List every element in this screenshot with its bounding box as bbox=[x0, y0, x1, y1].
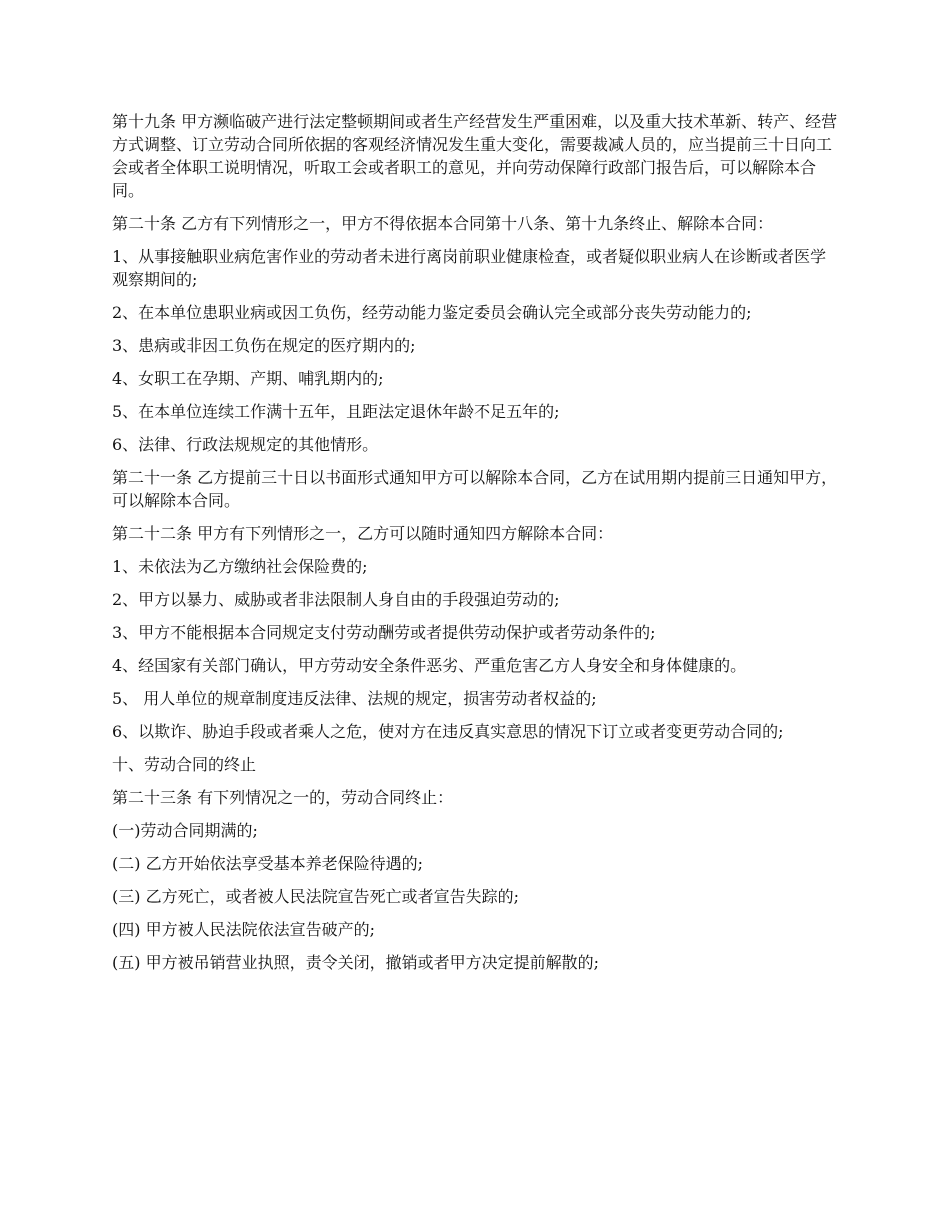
list-item-article-22-4: 4、经国家有关部门确认，甲方劳动安全条件恶劣、严重危害乙方人身安全和身体健康的。 bbox=[112, 656, 747, 675]
list-item-article-20-4: 4、女职工在孕期、产期、哺乳期内的; bbox=[112, 369, 384, 388]
list-item-article-23-1: (一)劳动合同期满的; bbox=[112, 821, 258, 840]
paragraph-article-23: 第二十三条 有下列情况之一的，劳动合同终止： bbox=[112, 788, 454, 807]
paragraph-article-20: 第二十条 乙方有下列情形之一，甲方不得依据本合同第十八条、第十九条终止、解除本合同： bbox=[112, 214, 774, 233]
paragraph-article-19: 第十九条 甲方濒临破产进行法定整顿期间或者生产经营发生严重困难，以及重大技术革新、转产、经营方式调整、订立劳动合同所依据的客观经济情况发生重大变化，需要裁减人员的，应当提前三十日向工会或者全体职工说明情况，听取工会或者职工的意见，并向劳动保障行政部门报告后，可以解除本合同。 bbox=[112, 112, 838, 200]
list-item-article-22-3: 3、甲方不能根据本合同规定支付劳动酬劳或者提供劳动保护或者劳动条件的; bbox=[112, 623, 656, 642]
list-item-article-23-5: (五) 甲方被吊销营业执照，责令关闭，撤销或者甲方决定提前解散的; bbox=[112, 953, 599, 972]
list-item-article-22-1: 1、未依法为乙方缴纳社会保险费的; bbox=[112, 557, 368, 576]
section-heading-termination: 十、劳动合同的终止 bbox=[112, 755, 257, 774]
list-item-article-20-2: 2、在本单位患职业病或因工负伤，经劳动能力鉴定委员会确认完全或部分丧失劳动能力的; bbox=[112, 303, 752, 322]
list-item-article-22-5: 5、 用人单位的规章制度违反法律、法规的规定，损害劳动者权益的; bbox=[112, 689, 597, 708]
list-item-article-22-6: 6、以欺诈、胁迫手段或者乘人之危，使对方在违反真实意思的情况下订立或者变更劳动合同的; bbox=[112, 722, 784, 741]
list-item-article-22-2: 2、甲方以暴力、威胁或者非法限制人身自由的手段强迫劳动的; bbox=[112, 590, 560, 609]
list-item-article-23-4: (四) 甲方被人民法院依法宣告破产的; bbox=[112, 920, 375, 939]
list-item-article-20-5: 5、在本单位连续工作满十五年，且距法定退休年龄不足五年的; bbox=[112, 402, 560, 421]
paragraph-article-22: 第二十二条 甲方有下列情形之一，乙方可以随时通知四方解除本合同： bbox=[112, 524, 614, 543]
list-item-article-20-1: 1、从事接触职业病危害作业的劳动者未进行离岗前职业健康检查，或者疑似职业病人在诊断或者医学观察期间的; bbox=[112, 247, 827, 289]
paragraph-article-21: 第二十一条 乙方提前三十日以书面形式通知甲方可以解除本合同，乙方在试用期内提前三日通知甲方，可以解除本合同。 bbox=[112, 468, 838, 510]
list-item-article-23-3: (三) 乙方死亡，或者被人民法院宣告死亡或者宣告失踪的; bbox=[112, 887, 519, 906]
document-page bbox=[112, 110, 840, 984]
list-item-article-23-2: (二) 乙方开始依法享受基本养老保险待遇的; bbox=[112, 854, 423, 873]
list-item-article-20-6: 6、法律、行政法规规定的其他情形。 bbox=[112, 435, 379, 454]
list-item-article-20-3: 3、患病或非因工负伤在规定的医疗期内的; bbox=[112, 336, 416, 355]
